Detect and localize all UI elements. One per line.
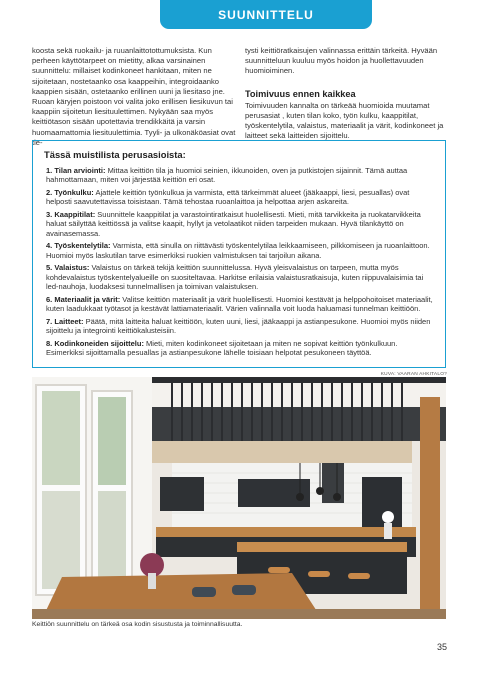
- item-number: 5.: [46, 263, 53, 273]
- item-label: Kodinkoneiden sijoittelu:: [54, 338, 144, 348]
- checklist-box: [32, 140, 446, 368]
- checklist-item: [44, 263, 435, 291]
- checklist-item: [44, 210, 435, 238]
- item-text: Varmista, että sinulla on riittävästi työskentelytilaa leikkaamiseen, pilkkomiseen ja ruoanlaittoon. Huomioi myös laskutilan tarve esimerkiksi ruokien valmistuksen tai tarjoilun aikana.: [46, 241, 430, 260]
- item-text: Ajattele keittiön työnkulkua ja varmista, että tärkeimmät alueet (jääkaappi, liesi, pesuallas) ovat helposti saavutettavissa toisistaan. Tämä tehostaa ruoanlaittoa ja helpottaa arjen askareita.: [46, 188, 410, 207]
- body-paragraph: tysti keittiöratkaisujen valinnassa erittäin tärkeitä. Hyvään suunnitteluun kuuluu myös hoidon ja huollettavuuden huomioiminen.: [245, 46, 438, 76]
- item-number: 8.: [46, 338, 53, 348]
- section-title-tab: SUUNNITTELU: [160, 0, 372, 29]
- checklist-item: [44, 166, 435, 185]
- item-number: 3.: [46, 210, 53, 219]
- kitchen-photo: [32, 377, 446, 619]
- body-column-left: [32, 46, 240, 148]
- item-label: Laitteet:: [54, 316, 84, 326]
- item-text: Valaistus on tärkeä tekijä keittiön suunnittelussa. Hyvä yleisvalaistus on tarpeen, mutta myös kohdevalaistus työskentelyalueille on suositeltavaa. Harkitse erilaisia valaistusratkaisuja, kuten riippuvalaisimia tai led-nauhoja, luodaksesi tunnelmallisen ja toimivan valaistuksen.: [46, 263, 424, 292]
- item-number: 4.: [46, 241, 53, 251]
- body-paragraph: Toimivuuden kannalta on tärkeää huomioida muutamat perusasiat , kuten tilan koko, työn kulku, kaappitilat, työskentelytila, valaistus, materiaalit ja värit, kodinkoneet ja laitteet sekä laitteiden sijoittelu.: [245, 100, 444, 141]
- item-text: Mieti, miten kodinkoneet sijoitetaan ja miten ne sopivat keittiön työnkulkuun. Esimerkiksi sijoittamalla pesuallas ja astianpesukone lähelle toisiaan helpotat pesukoneen täyttöä.: [46, 338, 398, 358]
- checklist-item: [44, 339, 435, 358]
- checklist: [44, 166, 435, 358]
- item-number: 2.: [46, 188, 53, 197]
- checklist-item: [44, 188, 435, 207]
- item-label: Materiaalit ja värit:: [54, 294, 121, 304]
- checklist-item: [44, 317, 435, 336]
- kitchen-illustration: [32, 377, 446, 619]
- item-number: 6.: [46, 294, 53, 304]
- item-label: Työskentelytila:: [54, 241, 111, 251]
- body-column-right: [245, 46, 451, 141]
- photo-credit: KUVA: VAARAN AHKITALO?: [380, 372, 447, 377]
- item-label: Valaistus:: [54, 263, 90, 273]
- item-text: Valitse keittiön materiaalit ja värit huolellisesti. Huomioi kestävät ja helppohoitoiset materiaalit, kuten laadukkaat työtasot ja kestävät lattiamateriaalit. Värien valinnalla voit luoda haluamasi tunnelman keittiöön.: [46, 294, 433, 314]
- photo-caption: Keittiön suunnittelu on tärkeä osa kodin sisustusta ja toiminnallisuutta.: [32, 621, 243, 628]
- body-paragraph: koosta sekä ruokailu- ja ruuanlaittotottumuksista. Kun perheen käyttötarpeet on mietitty, alkaa varsinainen suunnittelu: millaiset kodinkoneet hankitaan, miten ne sijoitetaan, nostetaanko osa kaappeihin, integroidaanko kaappien sisään, ostetaanko erillinen uuni ja liesitaso jne. Ruoan käryjen poistoon voi valita joko erillisen liesikuvun tai kaappiin sijoitetun liesituulettimen. Nykyään saa myös keittiötason sisään upotettavia trendikkäitä ja varsin huomaamattomia liesituulettimia. Tyyli- ja ulkonäköasiat ovat tie-: [32, 46, 236, 147]
- item-number: 1.: [46, 166, 53, 175]
- checklist-title: Tässä muistilista perusasioista:: [44, 149, 186, 160]
- checklist-item: [44, 241, 435, 260]
- item-label: Kaappitilat:: [54, 210, 96, 219]
- item-number: 7.: [46, 316, 53, 326]
- checklist-item: [44, 295, 435, 314]
- item-label: Tilan arviointi:: [54, 166, 106, 175]
- subheading: Toimivuus ennen kaikkea: [245, 88, 356, 99]
- item-text: Mittaa keittiön tila ja huomioi seinien, ikkunoiden, oven ja putkistojen sijainnit. Tämä auttaa hahmottamaan, miten voi järjestää keittiön eri osat.: [46, 166, 408, 185]
- page-number: 35: [436, 642, 447, 652]
- item-label: Työnkulku:: [54, 188, 94, 197]
- item-text: Suunnittele kaappitilat ja varastointiratkaisut huolellisesti. Mieti, mitä tarvikkeita ja ruokatarvikkeita haluat säilyttää keittiössä ja valitse kaapit, hyllyt ja vetolaatikot niiden tarpeiden mukaan. Hyvä tilankäyttö on avainasemassa.: [46, 210, 421, 238]
- item-text: Päätä, mitä laitteita haluat keittiöön, kuten uuni, liesi, jääkaappi ja astianpesukone. Huomioi myös niiden sijoittelu ja integrointi keittiökalusteisiin.: [46, 316, 431, 336]
